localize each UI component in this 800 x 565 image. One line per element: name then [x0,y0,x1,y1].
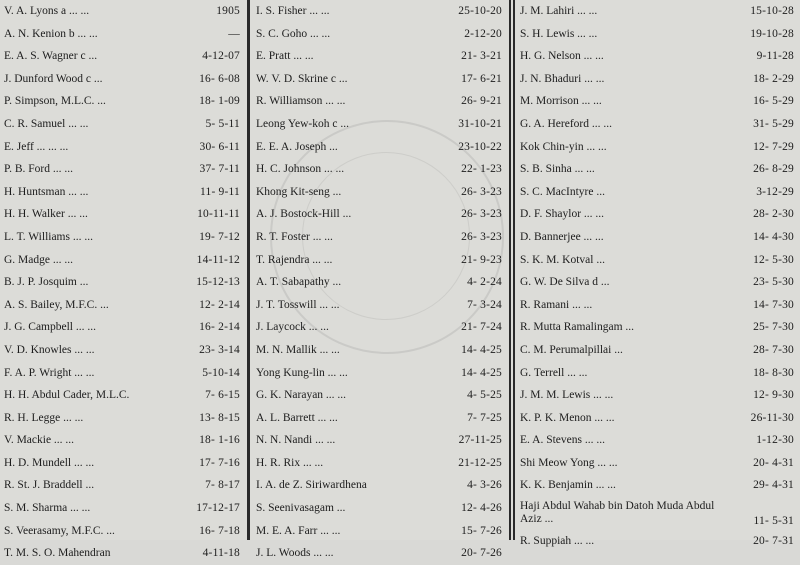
entry-name: W. V. D. Skrine c ... [256,72,348,85]
list-item [252,271,508,294]
entry-name: L. T. Williams ... ... [4,230,93,243]
entry-name: J. Dunford Wood c ... [4,72,103,85]
entry-date: 17- 7-16 [199,456,240,469]
entry-name: C. R. Samuel ... ... [4,117,89,130]
list-item [252,226,508,249]
entry-date: 4-12-07 [202,50,240,63]
entry-name: V. D. Knowles ... ... [4,343,95,356]
list-item [516,0,800,23]
entry-name: G. W. De Silva d ... [520,276,610,289]
entry-date: 5-10-14 [202,366,240,379]
list-item [516,136,800,159]
list-item [0,0,246,23]
list-item [0,294,246,317]
entry-name: J. Laycock ... ... [256,321,329,334]
entry-date: — [228,27,240,40]
name-list-column-2 [252,0,508,560]
entry-name: S. C. Goho ... ... [256,27,331,40]
list-item [0,113,246,136]
list-item [0,452,246,475]
entry-name: F. A. P. Wright ... ... [4,366,95,379]
list-item [0,45,246,68]
entry-date: 12- 7-29 [753,140,794,153]
entry-date: 21-12-25 [458,456,502,469]
entry-name: B. J. P. Josquim ... [4,276,89,289]
entry-date: 12- 5-30 [753,253,794,266]
list-item [0,226,246,249]
list-item [516,23,800,46]
list-item [252,203,508,226]
list-item [0,23,246,46]
entry-date: 12- 9-30 [753,389,794,402]
entry-date: 12- 4-26 [461,502,502,515]
list-item [516,90,800,113]
list-item [516,497,800,530]
entry-name: A. N. Kenion b ... ... [4,27,98,40]
entry-name: R. Ramani ... ... [520,298,593,311]
entry-name: J. M. M. Lewis ... ... [520,389,614,402]
entry-date: 25- 7-30 [753,321,794,334]
entry-date: 29- 4-31 [753,479,794,492]
entry-name: R. St. J. Braddell ... [4,479,95,492]
list-item [252,316,508,339]
entry-name: R. Mutta Ramalingam ... [520,321,635,334]
entry-date: 18- 2-29 [753,72,794,85]
entry-date: 7- 6-15 [205,389,240,402]
entry-name: A. S. Bailey, M.F.C. ... [4,298,109,311]
entry-date: 26-11-30 [750,411,794,424]
list-item [516,429,800,452]
list-item [0,136,246,159]
entry-name: I. S. Fisher ... ... [256,5,330,17]
entry-name: R. T. Foster ... ... [256,230,333,243]
list-item [252,520,508,543]
list-item [516,203,800,226]
list-item [0,181,246,204]
entry-name: J. M. Lahiri ... ... [520,5,598,17]
list-item [252,362,508,385]
list-item [252,429,508,452]
entry-name: S. K. M. Kotval ... [520,253,605,266]
entry-name: D. F. Shaylor ... ... [520,208,605,221]
list-item [516,113,800,136]
entry-date: 1-12-30 [756,434,794,447]
entry-name: M. Morrison ... ... [520,95,602,108]
list-item [0,316,246,339]
entry-date: 26- 3-23 [461,185,502,198]
entry-name: S. Veerasamy, M.F.C. ... [4,524,115,537]
entry-date: 17-12-17 [196,502,240,515]
entry-date: 20- 4-31 [753,456,794,469]
list-item [516,474,800,497]
list-item [516,339,800,362]
entry-name: Yong Kung-lin ... ... [256,366,348,379]
entry-date: 3-12-29 [756,185,794,198]
entry-name: R. H. Legge ... ... [4,411,84,424]
entry-name: H. C. Johnson ... ... [256,163,345,176]
entry-date: 31- 5-29 [753,117,794,130]
list-item [252,45,508,68]
entry-name: M. N. Mallik ... ... [256,343,340,356]
entry-name: S. C. MacIntyre ... [520,185,605,198]
list-item [252,452,508,475]
entry-date: 4- 5-25 [467,389,502,402]
entry-date: 16- 5-29 [753,95,794,108]
list-item [516,294,800,317]
entry-date: 21- 3-21 [461,50,502,63]
list-item [516,362,800,385]
entry-name: S. M. Sharma ... ... [4,502,91,515]
list-item [252,474,508,497]
entry-date: 16- 2-14 [199,321,240,334]
entry-date: 11- 5-31 [753,515,794,528]
entry-date: 23- 3-14 [199,343,240,356]
list-item [0,429,246,452]
entry-name: E. Pratt ... ... [256,50,314,63]
entry-date: 26- 3-23 [461,208,502,221]
entry-date: 14- 4-30 [753,230,794,243]
entry-date: 4- 2-24 [467,276,502,289]
entry-date: 4- 3-26 [467,479,502,492]
entry-date: 21- 7-24 [461,321,502,334]
list-item [252,136,508,159]
list-item [252,23,508,46]
entry-date: 10-11-11 [197,208,240,221]
entry-name: H. H. Walker ... ... [4,208,88,221]
entry-date: 20- 7-31 [753,535,794,548]
entry-date: 26- 9-21 [461,95,502,108]
entry-name: R. Suppiah ... ... [520,535,595,548]
list-item [252,497,508,520]
entry-date: 14-11-12 [196,253,240,266]
entry-date: 23- 5-30 [753,276,794,289]
list-item [0,249,246,272]
entry-name: T. M. S. O. Mahendran [4,547,111,560]
entry-name: J. T. Tosswill ... ... [256,298,340,311]
list-item [0,542,246,565]
entry-date: 27-11-25 [458,434,502,447]
list-item [0,271,246,294]
entry-date: 16- 7-18 [199,524,240,537]
list-item [0,520,246,543]
list-item [252,181,508,204]
list-item [252,90,508,113]
entry-date: 15-10-28 [750,5,794,17]
entry-name: G. Madge ... ... [4,253,73,266]
entry-date: 14- 7-30 [753,298,794,311]
entry-name: T. Rajendra ... ... [256,253,333,266]
entry-name: C. M. Perumalpillai ... [520,343,623,356]
entry-name: P. Simpson, M.L.C. ... [4,95,106,108]
entry-name: H. H. Abdul Cader, M.L.C. [4,389,130,402]
list-item [0,68,246,91]
entry-name: I. A. de Z. Siriwardhena [256,479,367,492]
entry-date: 18- 8-30 [753,366,794,379]
list-item [252,113,508,136]
entry-date: 28- 2-30 [753,208,794,221]
entry-date: 12- 2-14 [199,298,240,311]
entry-name: E. A. Stevens ... ... [520,434,605,447]
entry-name: K. K. Benjamin ... ... [520,479,616,492]
entry-name: H. G. Nelson ... ... [520,50,604,63]
list-item [252,158,508,181]
list-item [0,362,246,385]
list-item [516,452,800,475]
list-item [0,497,246,520]
list-item [516,271,800,294]
list-item [252,68,508,91]
entry-date: 25-10-20 [458,5,502,17]
entry-name: J. G. Campbell ... ... [4,321,96,334]
entry-date: 22- 1-23 [461,163,502,176]
list-item [516,316,800,339]
entry-date: 30- 6-11 [199,140,240,153]
column-divider [509,0,511,540]
list-item [516,407,800,430]
entry-name: A. T. Sabapathy ... [256,276,342,289]
column-divider [513,0,515,540]
entry-name: D. Bannerjee ... ... [520,230,604,243]
entry-name: Haji Abdul Wahab bin Datoh Muda Abdul Aziz ... [520,500,715,526]
entry-date: 26- 8-29 [753,163,794,176]
name-list-column-1 [0,0,246,560]
entry-date: 31-10-21 [458,117,502,130]
list-item [252,339,508,362]
list-item [0,339,246,362]
entry-name: V. Mackie ... ... [4,434,75,447]
entry-name: A. J. Bostock-Hill ... [256,208,352,221]
entry-name: E. E. A. Joseph ... [256,140,338,153]
entry-name: Shi Meow Yong ... ... [520,456,618,469]
entry-date: 7- 7-25 [467,411,502,424]
list-item [252,0,508,23]
list-item [0,158,246,181]
list-item [0,90,246,113]
list-item [516,249,800,272]
entry-name: Leong Yew-koh c ... [256,117,349,130]
list-item [516,530,800,553]
entry-date: 37- 7-11 [199,163,240,176]
entry-name: P. B. Ford ... ... [4,163,74,176]
list-item [516,384,800,407]
entry-date: 1905 [216,5,240,17]
entry-name: R. Williamson ... ... [256,95,346,108]
entry-name: S. Seenivasagam ... [256,502,346,515]
entry-date: 28- 7-30 [753,343,794,356]
list-item [516,226,800,249]
entry-date: 4-11-18 [202,547,240,560]
entry-name: G. Terrell ... ... [520,366,588,379]
entry-name: G. K. Narayan ... ... [256,389,347,402]
entry-date: 19-10-28 [750,27,794,40]
entry-name: J. N. Bhaduri ... ... [520,72,605,85]
list-item [252,407,508,430]
entry-date: 14- 4-25 [461,343,502,356]
list-item [516,181,800,204]
entry-date: 18- 1-09 [199,95,240,108]
list-item [0,203,246,226]
list-item [252,294,508,317]
entry-date: 13- 8-15 [199,411,240,424]
entry-name: S. B. Sinha ... ... [520,163,595,176]
entry-name: E. A. S. Wagner c ... [4,50,98,63]
entry-name: S. H. Lewis ... ... [520,27,598,40]
entry-name: M. E. A. Farr ... ... [256,524,341,537]
entry-name: K. P. K. Menon ... ... [520,411,615,424]
entry-name: Kok Chin-yin ... ... [520,140,607,153]
entry-date: 20- 7-26 [461,547,502,560]
entry-name: A. L. Barrett ... ... [256,411,338,424]
entry-date: 14- 4-25 [461,366,502,379]
entry-date: 15- 7-26 [461,524,502,537]
list-item [252,384,508,407]
entry-date: 23-10-22 [458,140,502,153]
list-item [516,158,800,181]
list-item [0,474,246,497]
entry-name: N. N. Nandi ... ... [256,434,336,447]
list-item [252,249,508,272]
entry-name: J. L. Woods ... ... [256,547,334,560]
entry-name: Khong Kit-seng ... [256,185,342,198]
entry-name: H. R. Rix ... ... [256,456,324,469]
entry-date: 17- 6-21 [461,72,502,85]
name-list-column-3 [516,0,800,548]
entry-name: H. Huntsman ... ... [4,185,89,198]
list-item [0,384,246,407]
entry-date: 26- 3-23 [461,230,502,243]
entry-date: 21- 9-23 [461,253,502,266]
entry-date: 15-12-13 [196,276,240,289]
entry-date: 9-11-28 [756,50,794,63]
list-item [516,68,800,91]
entry-date: 18- 1-16 [199,434,240,447]
entry-date: 5- 5-11 [205,117,240,130]
entry-date: 16- 6-08 [199,72,240,85]
list-item [516,45,800,68]
entry-name: E. Jeff ... ... ... [4,140,69,153]
column-divider [247,0,250,540]
list-item [252,542,508,565]
entry-date: 7- 3-24 [467,298,502,311]
list-item [0,407,246,430]
entry-date: 11- 9-11 [199,185,240,198]
entry-name: H. D. Mundell ... ... [4,456,95,469]
entry-date: 7- 8-17 [205,479,240,492]
entry-name: V. A. Lyons a ... ... [4,5,90,17]
entry-name: G. A. Hereford ... ... [520,117,612,130]
entry-date: 2-12-20 [464,27,502,40]
entry-date: 19- 7-12 [199,230,240,243]
